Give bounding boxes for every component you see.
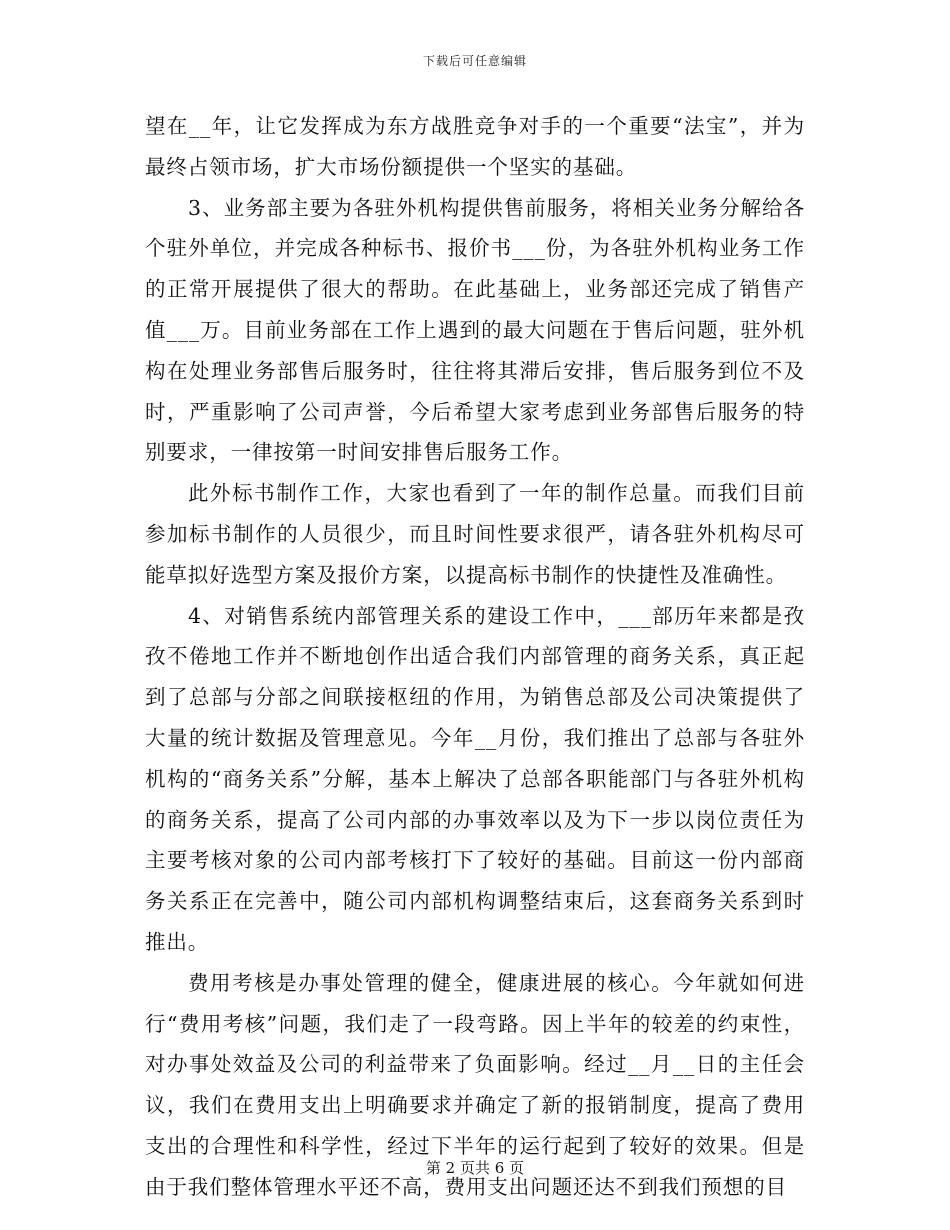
page-footer: 第 2 页共 6 页 xyxy=(425,1159,525,1177)
paragraph-internal-management: 4、对销售系统内部管理关系的建设工作中，___部历年来都是孜孜不倦地工作并不断地创作出适合我们内部管理的商务关系，真正起到了总部与分部之间联接枢纽的作用，为销售总部及公司决策提供了大量的统计数据及管理意见。今年__月份，我们推出了总部与各驻外机构的“商务关系”分解，基本上解决了总部各职能部门与各驻外机构的商务关系，提高了公司内部的办事效率以及为下一步以岗位责任为主要考核对象的公司内部考核打下了较好的基础。目前这一份内部商务关系正在完善中，随公司内部机构调整结束后，这套商务关系到时推出。 xyxy=(145,603,805,954)
document-body xyxy=(145,106,805,1208)
page-header: 下载后可任意编辑 xyxy=(422,54,527,68)
paragraph-expense-assessment: 费用考核是办事处管理的健全，健康进展的核心。今年就如何进行“费用考核”问题，我们走了一段弯路。因上半年的较差的约束性，对办事处效益及公司的利益带来了负面影响。经过__月__日的主任会议，我们在费用支出上明确要求并确定了新的报销制度，提高了费用支出的合理性和科学性，经过下半年的运行起到了较好的效果。但是由于我们整体管理水平还不高，费用支出问题还达不到我们预想的目 xyxy=(145,970,805,1199)
paragraph-business-dept: 3、业务部主要为各驻外机构提供售前服务，将相关业务分解给各个驻外单位，并完成各种标书、报价书___份，为各驻外机构业务工作的正常开展提供了很大的帮助。在此基础上，业务部还完成了销售产值___万。目前业务部在工作上遇到的最大问题在于售后问题，驻外机构在处理业务部售后服务时，往往将其滞后安排，售后服务到位不及时，严重影响了公司声誉，今后希望大家考虑到业务部售后服务的特别要求，一律按第一时间安排售后服务工作。 xyxy=(145,195,805,465)
paragraph-continuation: 望在__年，让它发挥成为东方战胜竞争对手的一个重要“法宝”，并为最终占领市场，扩大市场份额提供一个坚实的基础。 xyxy=(145,114,805,179)
paragraph-tender-docs: 此外标书制作工作，大家也看到了一年的制作总量。而我们目前参加标书制作的人员很少，而且时间性要求很严，请各驻外机构尽可能草拟好选型方案及报价方案，以提高标书制作的快捷性及准确性。 xyxy=(145,481,805,587)
